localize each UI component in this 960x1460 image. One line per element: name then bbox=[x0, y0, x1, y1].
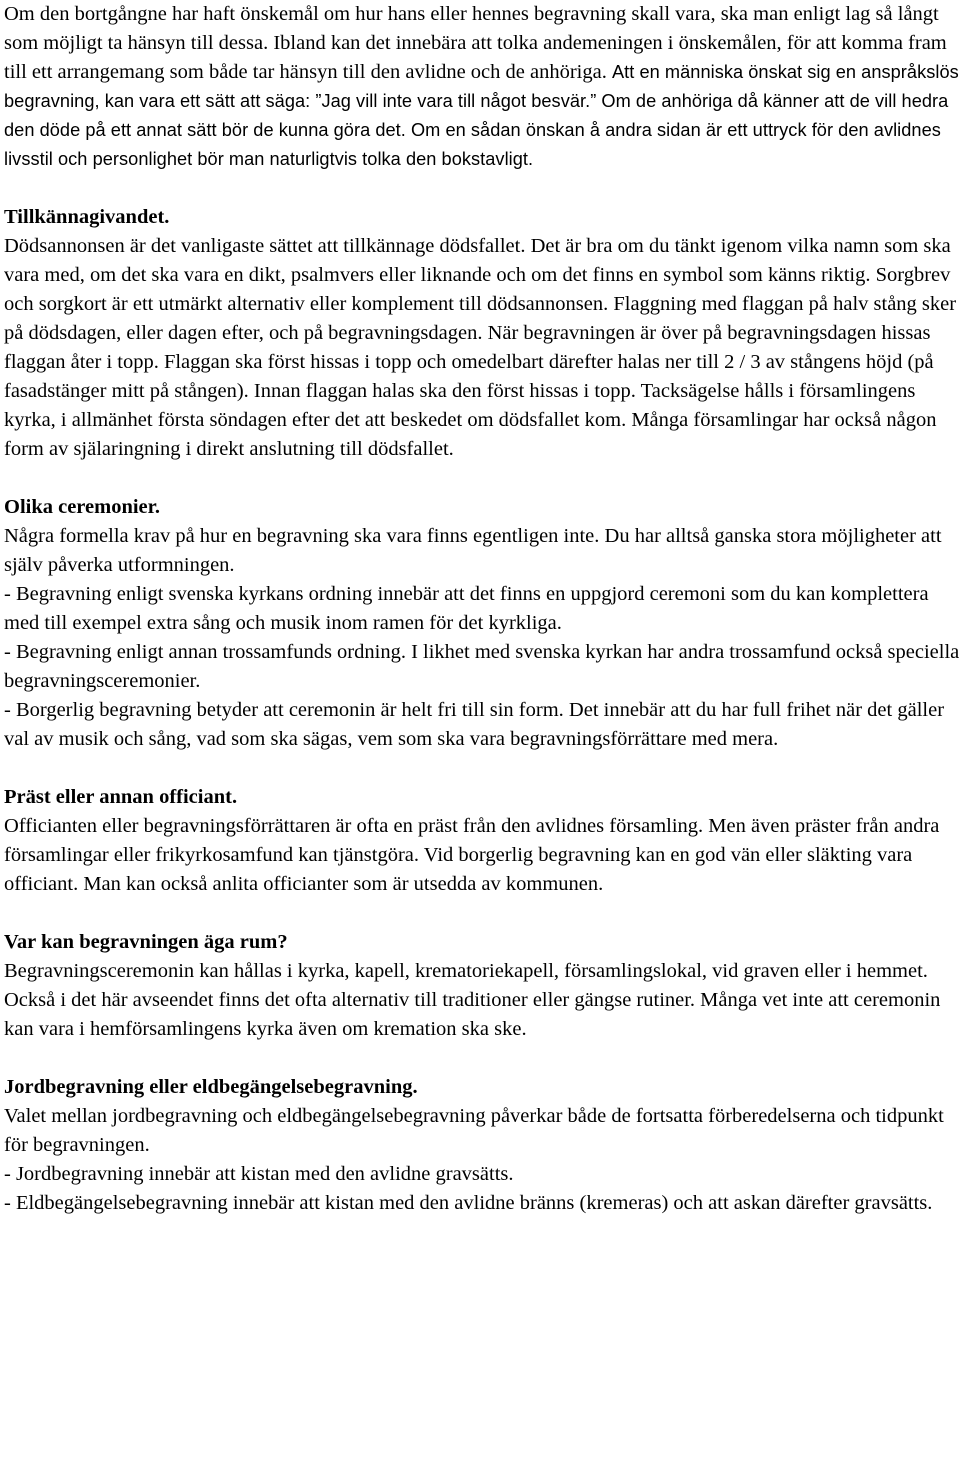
intro-text-serif: Om den bortgångne har haft önskemål om hur hans eller hennes begravning skall vara, ska man enligt lag så långt som möjligt ta hänsyn till dessa. Ibland kan det innebära att tolka andemeningen i önskemålen, för att komma fram till ett arrangemang som både tar hänsyn till den avlidne och de anhöriga. bbox=[4, 3, 947, 83]
list-item: - Begravning enligt annan trossamfunds ordning. I likhet med svenska kyrkan har andra trossamfund också speciella begravningsceremonier. bbox=[4, 641, 960, 692]
list-item: - Eldbegängelsebegravning innebär att kistan med den avlidne bränns (kremeras) och att askan därefter gravsätts. bbox=[4, 1192, 933, 1214]
section-paragraph: Begravningsceremonin kan hållas i kyrka, kapell, krematoriekapell, församlingslokal, vid graven eller i hemmet. Också i det här avseendet finns det ofta alternativ till traditioner eller gängse rutiner. Många vet inte att ceremonin kan vara i hemförsamlingens kyrka även om kremation ska ske. bbox=[4, 960, 941, 1040]
list-item: - Borgerlig begravning betyder att ceremonin är helt fri till sin form. Det innebär att du har full frihet när det gäller val av musik och sång, vad som ska sägas, vem som ska vara begravningsförrättare med mera. bbox=[4, 699, 945, 750]
section-paragraph: Valet mellan jordbegravning och eldbegängelsebegravning påverkar både de fortsatta förberedelserna och tidpunkt för begravningen. bbox=[4, 1105, 944, 1156]
intro-paragraph bbox=[4, 0, 960, 174]
section-burial-type bbox=[4, 1073, 960, 1218]
list-item: - Jordbegravning innebär att kistan med den avlidne gravsätts. bbox=[4, 1163, 514, 1185]
section-heading: Tillkännagivandet. bbox=[4, 206, 170, 228]
list-item: - Begravning enligt svenska kyrkans ordning innebär att det finns en uppgjord ceremoni som du kan komplettera med till exempel extra sång och musik inom ramen för det kyrkliga. bbox=[4, 583, 929, 634]
section-paragraph: Några formella krav på hur en begravning ska vara finns egentligen inte. Du har alltså ganska stora möjligheter att själv påverka utformningen. bbox=[4, 525, 942, 576]
section-officiant bbox=[4, 783, 960, 899]
section-location bbox=[4, 928, 960, 1044]
section-heading: Präst eller annan officiant. bbox=[4, 786, 238, 808]
intro-text-sans: Att en människa önskat sig en anspråkslös begravning, kan vara ett sätt att säga: ”Jag vill inte vara till något besvär.” Om de anhöriga då känner att de vill hedra den döde på ett annat sätt bör de kunna göra det. Om en sådan önskan å andra sidan är ett uttryck för den avlidnes livsstil och personlighet bör man naturligtvis tolka den bokstavligt. bbox=[4, 62, 959, 169]
section-announcement bbox=[4, 203, 960, 464]
section-heading: Var kan begravningen äga rum? bbox=[4, 931, 288, 953]
section-heading: Jordbegravning eller eldbegängelsebegravning. bbox=[4, 1076, 418, 1098]
section-paragraph: Dödsannonsen är det vanligaste sättet att tillkännage dödsfallet. Det är bra om du tänkt igenom vilka namn som ska vara med, om det ska vara en dikt, psalmvers eller liknande och om det finns en symbol som känns riktig. Sorgbrev och sorgkort är ett utmärkt alternativ eller komplement till dödsannonsen. Flaggning med flaggan på halv stång sker på dödsdagen, eller dagen efter, och på begravningsdagen. När begravningen är över på begravningsdagen hissas flaggan åter i topp. Flaggan ska först hissas i topp och omedelbart därefter halas ner till 2 / 3 av stångens höjd (på fasadstänger mitt på stången). Innan flaggan halas ska den först hissas i topp. Tacksägelse hålls i församlingens kyrka, i allmänhet första söndagen efter det att beskedet om dödsfallet kom. Många församlingar har också någon form av själaringning i direkt anslutning till dödsfallet. bbox=[4, 235, 957, 460]
section-heading: Olika ceremonier. bbox=[4, 496, 161, 518]
section-ceremonies bbox=[4, 493, 960, 754]
section-paragraph: Officianten eller begravningsförrättaren är ofta en präst från den avlidnes församling. Men även präster från andra församlingar eller frikyrkosamfund kan tjänstgöra. Vid borgerlig begravning kan en god vän eller släkting vara officiant. Man kan också anlita officianter som är utsedda av kommunen. bbox=[4, 815, 940, 895]
